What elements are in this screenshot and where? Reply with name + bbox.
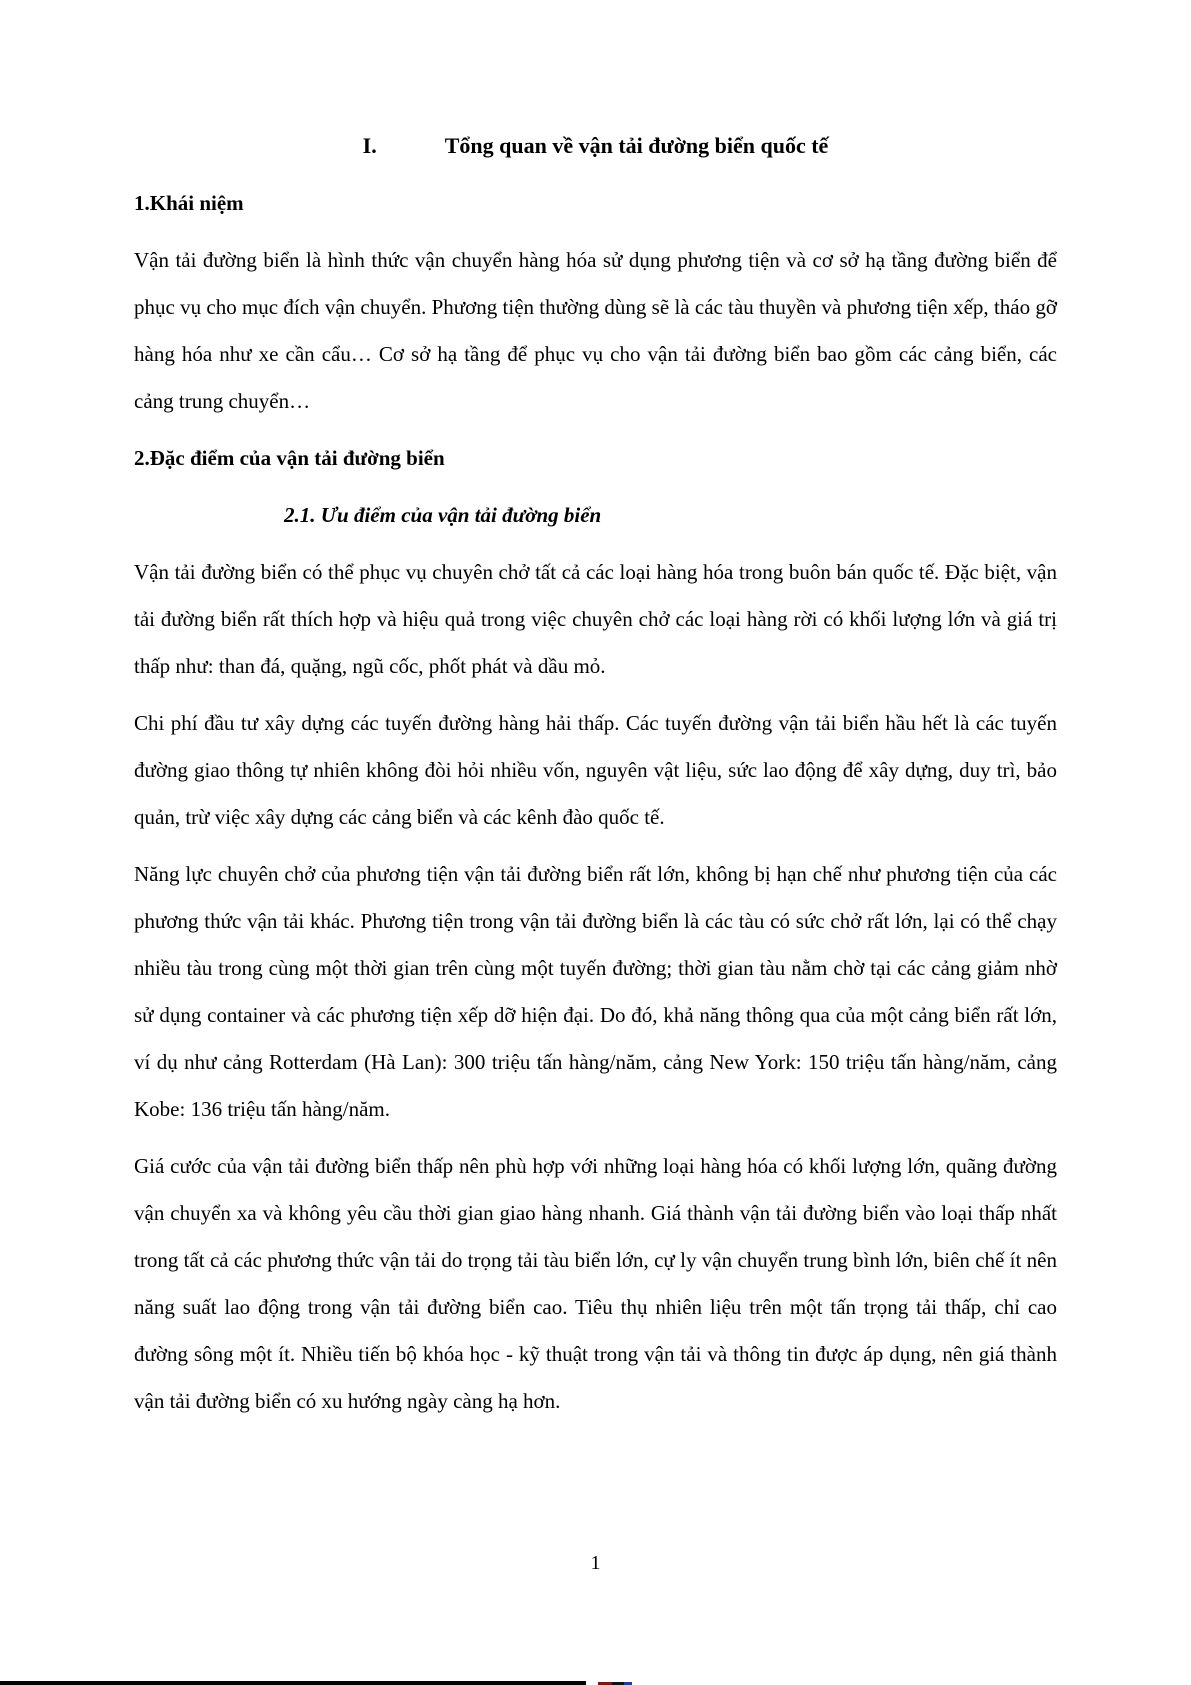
section-title-text: Tổng quan về vận tải đường biển quốc tế [444,133,829,158]
section-title [134,126,1057,166]
heading-dac-diem: 2.Đặc điểm của vận tải đường biển [134,446,445,470]
document-content [134,0,1057,1435]
subheading-uu-diem: 2.1. Ưu điểm của vận tải đường biển [284,503,602,527]
heading-khai-niem: 1.Khái niệm [134,191,244,215]
paragraph-gia-cuoc: Giá cước của vận tải đường biển thấp nên phù hợp với những loại hàng hóa có khối lượng lớn, quãng đường vận chuyển xa và không yêu cầu thời gian giao hàng nhanh. Giá thành vận tải đường biển vào loại thấp nhất trong tất cả các phương thức vận tải do trọng tải tàu biển lớn, cự ly vận chuyển trung bình lớn, biên chế ít nên năng suất lao động trong vận tải đường biển cao. Tiêu thụ nhiên liệu trên một tấn trọng tải thấp, chỉ cao đường sông một ít. Nhiều tiến bộ khóa học - kỹ thuật trong vận tải và thông tin được áp dụng, nên giá thành vận tải đường biển có xu hướng ngày càng hạ hơn. [134,1154,1057,1413]
paragraph-phuc-vu-chuyen-cho: Vận tải đường biển có thể phục vụ chuyên chở tất cả các loại hàng hóa trong buôn bán quốc tế. Đặc biệt, vận tải đường biển rất thích hợp và hiệu quả trong việc chuyên chở các loại hàng rời có khối lượng lớn và giá trị thấp như: than đá, quặng, ngũ cốc, phốt phát và dầu mỏ. [134,560,1057,678]
paragraph-nang-luc-chuyen-cho: Năng lực chuyên chở của phương tiện vận tải đường biển rất lớn, không bị hạn chế như phương tiện của các phương thức vận tải khác. Phương tiện trong vận tải đường biển là các tàu có sức chở rất lớn, lại có thể chạy nhiều tàu trong cùng một thời gian trên cùng một tuyến đường; thời gian tàu nằm chờ tại các cảng giảm nhờ sử dụng container và các phương tiện xếp dỡ hiện đại. Do đó, khả năng thông qua của một cảng biển rất lớn, ví dụ như cảng Rotterdam (Hà Lan): 300 triệu tấn hàng/năm, cảng New York: 150 triệu tấn hàng/năm, cảng Kobe: 136 triệu tấn hàng/năm. [134,862,1057,1121]
paragraph-chi-phi-dau-tu: Chi phí đầu tư xây dựng các tuyến đường hàng hải thấp. Các tuyến đường vận tải biển hầu hết là các tuyến đường giao thông tự nhiên không đòi hỏi nhiều vốn, nguyên vật liệu, sức lao động để xây dựng, duy trì, bảo quản, trừ việc xây dựng các cảng biển và các kênh đào quốc tế. [134,711,1057,829]
section-title-numeral: I. [362,133,377,158]
page-number: 1 [590,1552,601,1574]
bottom-edge-bar [0,1681,586,1685]
paragraph-dinh-nghia: Vận tải đường biển là hình thức vận chuyển hàng hóa sử dụng phương tiện và cơ sở hạ tầng đường biển để phục vụ cho mục đích vận chuyển. Phương tiện thường dùng sẽ là các tàu thuyền và phương tiện xếp, tháo gỡ hàng hóa như xe cần cẩu… Cơ sở hạ tầng để phục vụ cho vận tải đường biển bao gồm các cảng biển, các cảng trung chuyển… [134,248,1057,413]
